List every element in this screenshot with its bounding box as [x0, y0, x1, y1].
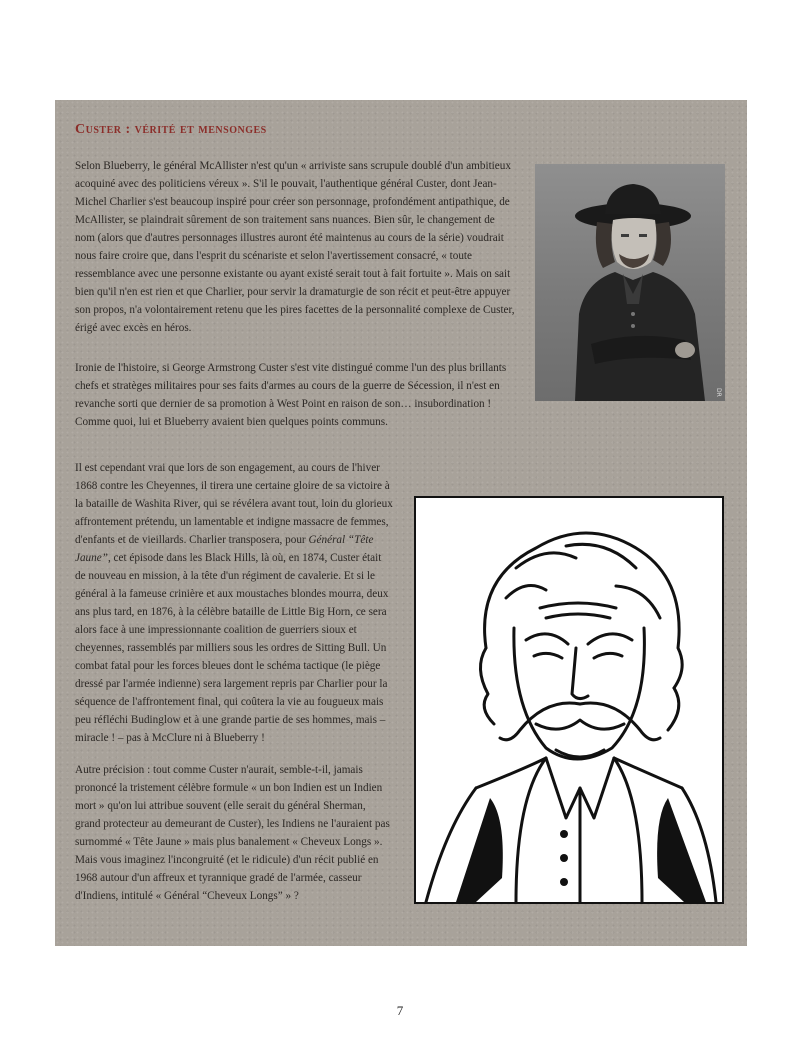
- album-title: Général “Tête Jaune”: [75, 534, 374, 564]
- paragraph-4: Autre précision : tout comme Custer n'aurait, semble-t-il, jamais prononcé la tristement célèbre formule « un bon Indien est un Indien mort » qu'on lui attribue souvent (elle serait du général Sherman, grand protecteur au demeurant de Custer), les Indiens ne l'auraient pas surnommé « Tête Jaune » mais plus banalement « Cheveux Longs ». Mais vous imaginez l'incongruité (et le ridicule) d'un récit publié en 1968 autour d'un affreux et tyrannique gradé de l'armée, casseur d'Indiens, intitulé « Général “Cheveux Longs” » ?: [75, 764, 390, 902]
- custer-photo: [535, 164, 725, 401]
- paragraph-3: [75, 459, 393, 747]
- general-illustration: [414, 496, 724, 904]
- paragraph-3-end: , cet épisode dans les Black Hills, là où, en 1874, Custer était de nouveau en mission, à la tête d'un régiment de cavalerie. Et si le général à la fameuse crinière et aux moustaches blondes mourra, deux ans plus tard, en 1876, à la célèbre bataille de Little Big Horn, ce sera alors face à une impressionnante coalition de guerriers sioux et cheyennes, rassemblés par milliers sous les ordres de Sitting Bull. Un combat fatal pour les forces bleues dont le schéma tactique (le piège dressé par l'armée indienne) sera largement repris par Charlier pour la séquence de l'affrontement final, qui coûtera la vie au fougueux mais peu réfléchi Budinglow et à une grande partie de ses hommes, mais – miracle ! – pas à McClure ni à Blueberry !: [75, 552, 389, 744]
- paragraph-1: Selon Blueberry, le général McAllister n'est qu'un « arriviste sans scrupule doublé d'un ambitieux acoquiné avec des politiciens véreux ». S'il le pouvait, l'authentique général Custer, dont Jean-Michel Charlier s'est beaucoup inspiré pour créer son personnage, profondément antipathique, de McAllister, se plaindrait sûrement de son traitement sans nuances. Bien sûr, le changement de nom (alors que d'autres personnages illustres auront été maintenus au cours de la série) voudrait nous faire croire que, dans l'esprit du scénariste et selon l'avertissement consacré, « toute ressemblance avec une personne existante ou ayant existé serait tout à fait fortuite ». Mais on sait bien qu'il n'en est rien et que Charlier, pour servir la dramaturgie de son récit et peut-être appuyer son propos, n'a volontairement retenu que les pires facettes de la personnalité complexe de Custer, érigé avec excès en héros.: [75, 160, 515, 334]
- custer-photo-image: [535, 164, 725, 401]
- paragraph-3-start: Il est cependant vrai que lors de son engagement, au cours de l'hiver 1868 contre les Cheyennes, il tirera une certaine gloire de sa victoire à la bataille de Washita River, qui se révélera avant tout, loin du glorieux affrontement prétendu, un lamentable et indigne massacre de femmes, d'enfants et de vieillards. Charlier transposera, pour: [75, 462, 393, 546]
- article-panel: [55, 100, 747, 946]
- photo-credit: DR: [715, 388, 722, 397]
- section-title: Custer : vérité et mensonges: [75, 122, 267, 137]
- page-number: 7: [396, 1003, 404, 1018]
- general-drawing-image: [416, 498, 722, 902]
- paragraph-2: Ironie de l'histoire, si George Armstrong Custer s'est vite distingué comme l'un des plus brillants chefs et stratèges militaires pour ses faits d'armes au cours de la guerre de Sécession, il n'est en revanche sorti que dernier de sa promotion à West Point en raison de son… insubordination ! Comme quoi, lui et Blueberry avaient bien quelques points communs.: [75, 362, 507, 428]
